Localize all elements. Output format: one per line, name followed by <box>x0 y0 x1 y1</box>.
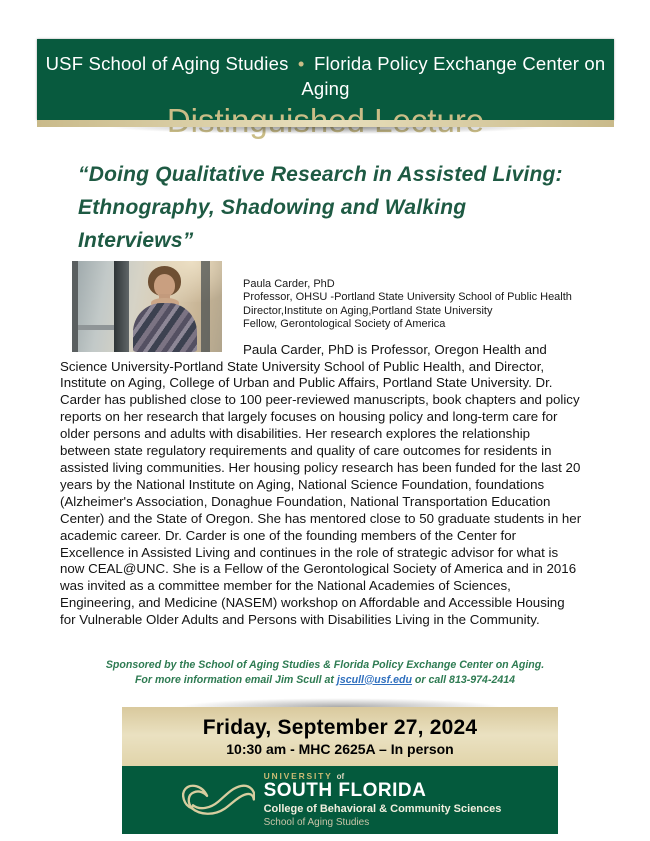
sponsor-line2 <box>0 673 650 688</box>
sponsor-line2-suffix: or call 813-974-2414 <box>411 673 516 686</box>
event-date: Friday, September 27, 2024 <box>202 716 478 739</box>
usf-wordmark <box>264 772 502 829</box>
photo-window-sill <box>78 325 114 330</box>
usf-bull-horns-logo <box>179 779 255 821</box>
event-details: 10:30 am - MHC 2625A – In person <box>226 741 454 757</box>
lecture-title-line1: “Doing Qualitative Research in Assisted Living: <box>78 163 563 186</box>
photo-window-frame <box>201 261 210 352</box>
school-name: School of Aging Studies <box>263 816 370 828</box>
speaker-title-1: Professor, OHSU -Portland State University School of Public Health <box>243 291 572 304</box>
speaker-name: Paula Carder, PhD <box>243 278 335 290</box>
speaker-title-2: Director,Institute on Aging,Portland State University <box>243 304 493 317</box>
org-name-2: Florida Policy Exchange Center on Aging <box>301 53 606 99</box>
bio-paragraph: Paula Carder, PhD is Professor, Oregon Health and Science University-Portland State University School of Public Health, and Director, Institute on Aging, College of Urban and Public Affairs, Portland State University. Dr. Carder has published close to 100 peer-reviewed manuscripts, book chapters and policy reports on her research that largely focuses on housing policy and long-term care for older persons and adults with disabilities. Her research explores the relationship between state regulatory requirements and quality of care outcomes for residents in assisted living communities. Her housing policy research has been funded for the last 20 years by the National Institute on Aging, National Science Foundation, foundations (Alzheimer's Association, Donaghue Foundation, National Transportation Education Center) and the State of Oregon. She has mentored close to 50 graduate students in her academic career. Dr. Carder is one of the founding members of the Center for Excellence in Assisted Living and continues in the role of strategic advisor for what is now CEAL@UNC. She is a Fellow of the Gerontological Society of America and in 2016 was invited as a committee member for the National Academies of Sciences, Engineering, and Medicine (NASEM) workshop on Affordable and Accessible Housing for Vulnerable Older Adults and Persons with Disabilities Living in the Community. <box>60 341 582 628</box>
lecture-title-line2: Ethnography, Shadowing and Walking Interviews” <box>78 196 467 252</box>
sponsor-line2-prefix: For more information email Jim Scull at <box>134 673 337 686</box>
speaker-title-3: Fellow, Gerontological Society of America <box>243 318 446 331</box>
org-name-1: USF School of Aging Studies <box>45 53 289 74</box>
speaker-photo <box>72 261 222 352</box>
sponsor-note <box>0 658 650 687</box>
email-link[interactable]: jscull@usf.edu <box>336 673 412 686</box>
header-org-line <box>37 51 614 101</box>
photo-window-frame <box>72 261 78 352</box>
main-content <box>60 158 582 629</box>
university-name: SOUTH FLORIDA <box>263 779 427 801</box>
usf-footer <box>122 766 558 834</box>
event-banner <box>122 707 558 766</box>
photo-window-frame <box>114 261 129 352</box>
college-name: College of Behavioral & Community Sciences <box>263 802 502 815</box>
gold-divider-bar <box>37 120 614 127</box>
university-of-label: UNIVERSITY of <box>263 770 345 781</box>
header-banner <box>37 39 614 120</box>
page-curl-shadow <box>118 694 562 707</box>
speaker-bio-section <box>60 261 582 629</box>
divider-shadow <box>37 127 614 138</box>
photo-person-top <box>133 303 197 352</box>
sponsor-line1: Sponsored by the School of Aging Studies & Florida Policy Exchange Center on Aging. <box>105 659 545 671</box>
lecture-title <box>78 158 582 257</box>
bullet-icon: • <box>297 53 305 74</box>
